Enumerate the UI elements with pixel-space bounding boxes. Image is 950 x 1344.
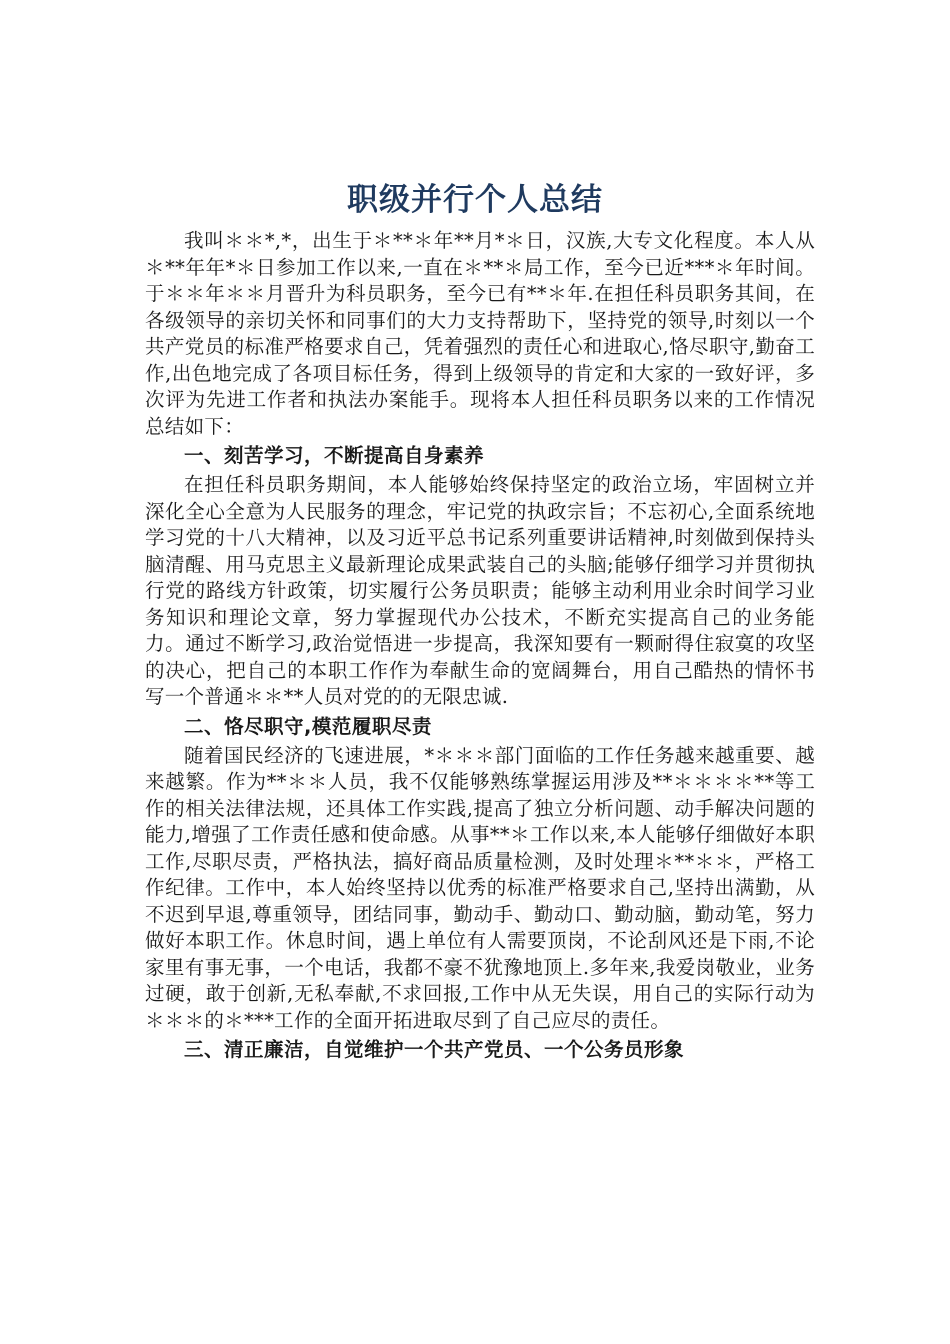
section-2-paragraph: 随着国民经济的飞速进展，*＊＊＊部门面临的工作任务越来越重要、越来越繁。作为**＊＊人员，我不仅能够熟练掌握运用涉及**＊＊＊＊**等工作的相关法律法规，还具体工作实践,提高了独立分析问题、动手解决问题的能力,增强了工作责任感和使命感。从事**＊工作以来,本人能够仔细做好本职工作,尽职尽责，严格执法，搞好商品质量检测，及时处理＊**＊＊，严格工作纪律。工作中，本人始终坚持以优秀的标准严格要求自己,坚持出满勤，从不迟到早退,尊重领导，团结同事，勤动手、勤动口、勤动脑，勤动笔，努力做好本职工作。休息时间，遇上单位有人需要顶岗，不论刮风还是下雨,不论家里有事无事，一个电话，我都不豪不犹豫地顶上.多年来,我爱岗敬业，业务过硬，敢于创新,无私奉献,不求回报,工作中从无失误，用自己的实际行动为＊＊＊的＊***工作的全面开拓进取尽到了自己应尽的责任。: [145, 743, 815, 1032]
page-title: 职级并行个人总结: [347, 182, 603, 218]
intro-paragraph: 我叫＊＊*,*，出生于＊**＊年**月*＊日，汉族,大专文化程度。本人从＊**年年*＊日参加工作以来,一直在＊**＊局工作，至今已近***＊年时间。于＊＊年＊＊月晋升为科员职务，至今已有**＊年.在担任科员职务其间，在各级领导的亲切关怀和同事们的大力支持帮助下，坚持党的领导,时刻以一个共产党员的标准严格要求自己，凭着强烈的责任心和进取心,恪尽职守,勤奋工作,出色地完成了各项目标任务，得到上级领导的肯定和大家的一致好评，多次评为先进工作者和执法办案能手。现将本人担任科员职务以来的工作情况总结如下：: [145, 229, 815, 438]
section-3-heading: 三、清正廉洁，自觉维护一个共产党员、一个公务员形象: [184, 1038, 685, 1061]
document-body: [145, 228, 815, 1066]
section-1-heading: 一、刻苦学习，不断提高自身素养: [184, 444, 485, 467]
section-2-heading: 二、恪尽职守,模范履职尽责: [184, 714, 432, 738]
section-1-paragraph: 在担任科员职务期间，本人能够始终保持坚定的政治立场，牢固树立并深化全心全意为人民服务的理念，牢记党的执政宗旨；不忘初心,全面系统地学习党的十八大精神，以及习近平总书记系列重要讲话精神,时刻做到保持头脑清醒、用马克思主义最新理论成果武装自己的头脑;能够仔细学习并贯彻执行党的路线方针政策，切实履行公务员职责；能够主动利用业余时间学习业务知识和理论文章，努力掌握现代办公技术，不断充实提高自己的业务能力。通过不断学习,政治觉悟进一步提高，我深知要有一颗耐得住寂寞的攻坚的决心，把自己的本职工作作为奉献生命的宽阔舞台，用自己酷热的情怀书写一个普通＊＊**人员对党的的无限忠诚.: [145, 473, 815, 708]
